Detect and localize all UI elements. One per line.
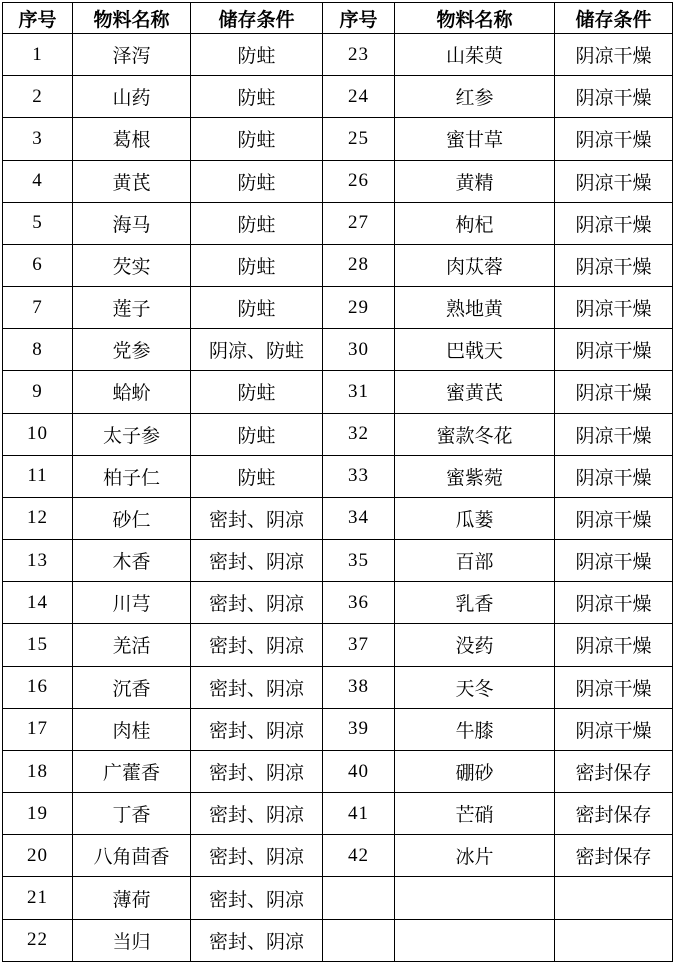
cell-storage-left: 密封、阴凉 — [191, 877, 323, 919]
table-row — [3, 287, 673, 329]
cell-storage-left: 防蛀 — [191, 413, 323, 455]
cell-storage-left: 防蛀 — [191, 160, 323, 202]
cell-seq-right: 31 — [323, 371, 395, 413]
cell-material-left: 莲子 — [73, 287, 191, 329]
table-row — [3, 244, 673, 286]
table-row — [3, 919, 673, 961]
cell-seq-right: 24 — [323, 76, 395, 118]
cell-material-right: 蜜款冬花 — [395, 413, 555, 455]
cell-storage-right: 阴凉干燥 — [555, 202, 673, 244]
cell-seq-right: 36 — [323, 582, 395, 624]
cell-material-left: 太子参 — [73, 413, 191, 455]
cell-material-right: 天冬 — [395, 666, 555, 708]
cell-material-right: 蜜黄芪 — [395, 371, 555, 413]
cell-seq-left: 6 — [3, 244, 73, 286]
cell-seq-left: 3 — [3, 118, 73, 160]
cell-material-left: 山药 — [73, 76, 191, 118]
cell-storage-left: 防蛀 — [191, 455, 323, 497]
cell-seq-left: 19 — [3, 793, 73, 835]
cell-storage-left: 密封、阴凉 — [191, 624, 323, 666]
cell-storage-right: 阴凉干燥 — [555, 582, 673, 624]
cell-storage-left: 防蛀 — [191, 202, 323, 244]
cell-material-left: 当归 — [73, 919, 191, 961]
cell-storage-right: 阴凉干燥 — [555, 244, 673, 286]
table-row — [3, 202, 673, 244]
cell-seq-left: 5 — [3, 202, 73, 244]
cell-material-left: 肉桂 — [73, 708, 191, 750]
cell-storage-right: 密封保存 — [555, 793, 673, 835]
cell-seq-left: 18 — [3, 750, 73, 792]
cell-storage-left: 密封、阴凉 — [191, 540, 323, 582]
cell-seq-left: 16 — [3, 666, 73, 708]
cell-seq-left: 2 — [3, 76, 73, 118]
cell-material-left: 薄荷 — [73, 877, 191, 919]
cell-material-right: 乳香 — [395, 582, 555, 624]
cell-seq-right: 41 — [323, 793, 395, 835]
cell-material-right: 蜜甘草 — [395, 118, 555, 160]
cell-material-left: 柏子仁 — [73, 455, 191, 497]
cell-storage-left: 防蛀 — [191, 34, 323, 76]
cell-material-right — [395, 877, 555, 919]
cell-seq-left: 7 — [3, 287, 73, 329]
cell-seq-left: 8 — [3, 329, 73, 371]
table-row — [3, 624, 673, 666]
cell-seq-right: 32 — [323, 413, 395, 455]
table-body — [3, 34, 673, 962]
cell-seq-right: 42 — [323, 835, 395, 877]
cell-material-left: 沉香 — [73, 666, 191, 708]
table-row — [3, 582, 673, 624]
header-seq-left: 序号 — [3, 3, 73, 34]
cell-storage-left: 密封、阴凉 — [191, 750, 323, 792]
cell-storage-right: 阴凉干燥 — [555, 540, 673, 582]
cell-storage-left: 密封、阴凉 — [191, 666, 323, 708]
cell-material-right: 红参 — [395, 76, 555, 118]
cell-storage-left: 密封、阴凉 — [191, 582, 323, 624]
cell-storage-left: 密封、阴凉 — [191, 919, 323, 961]
table-row — [3, 34, 673, 76]
table-row — [3, 877, 673, 919]
cell-material-left: 泽泻 — [73, 34, 191, 76]
cell-seq-right: 28 — [323, 244, 395, 286]
cell-seq-right: 27 — [323, 202, 395, 244]
cell-material-right: 芒硝 — [395, 793, 555, 835]
cell-storage-right: 阴凉干燥 — [555, 455, 673, 497]
cell-seq-right: 35 — [323, 540, 395, 582]
cell-seq-right: 37 — [323, 624, 395, 666]
cell-storage-right — [555, 877, 673, 919]
header-seq-right: 序号 — [323, 3, 395, 34]
cell-storage-right: 阴凉干燥 — [555, 160, 673, 202]
cell-seq-left: 10 — [3, 413, 73, 455]
cell-storage-left: 密封、阴凉 — [191, 708, 323, 750]
table-row — [3, 666, 673, 708]
cell-material-right: 瓜蒌 — [395, 497, 555, 539]
cell-material-left: 砂仁 — [73, 497, 191, 539]
cell-storage-right: 阴凉干燥 — [555, 371, 673, 413]
cell-material-left: 海马 — [73, 202, 191, 244]
table-row — [3, 455, 673, 497]
cell-storage-left: 防蛀 — [191, 287, 323, 329]
cell-material-right: 牛膝 — [395, 708, 555, 750]
cell-material-left: 丁香 — [73, 793, 191, 835]
header-material-left: 物料名称 — [73, 3, 191, 34]
cell-seq-right — [323, 877, 395, 919]
storage-conditions-table — [2, 2, 673, 962]
cell-seq-right — [323, 919, 395, 961]
cell-storage-left: 阴凉、防蛀 — [191, 329, 323, 371]
cell-material-left: 川芎 — [73, 582, 191, 624]
cell-material-left: 木香 — [73, 540, 191, 582]
table-row — [3, 413, 673, 455]
cell-seq-left: 20 — [3, 835, 73, 877]
cell-seq-right: 30 — [323, 329, 395, 371]
cell-material-right: 熟地黄 — [395, 287, 555, 329]
cell-storage-right: 阴凉干燥 — [555, 708, 673, 750]
cell-storage-left: 密封、阴凉 — [191, 497, 323, 539]
header-storage-right: 储存条件 — [555, 3, 673, 34]
table-row — [3, 371, 673, 413]
cell-storage-left: 防蛀 — [191, 76, 323, 118]
cell-seq-right: 33 — [323, 455, 395, 497]
cell-material-right: 巴戟天 — [395, 329, 555, 371]
cell-material-left: 芡实 — [73, 244, 191, 286]
cell-material-right: 山茱萸 — [395, 34, 555, 76]
cell-seq-right: 40 — [323, 750, 395, 792]
cell-seq-right: 26 — [323, 160, 395, 202]
cell-seq-left: 4 — [3, 160, 73, 202]
cell-storage-right: 阴凉干燥 — [555, 666, 673, 708]
cell-seq-right: 29 — [323, 287, 395, 329]
table-row — [3, 708, 673, 750]
cell-material-left: 蛤蚧 — [73, 371, 191, 413]
cell-storage-left: 防蛀 — [191, 244, 323, 286]
cell-material-left: 党参 — [73, 329, 191, 371]
cell-material-right: 没药 — [395, 624, 555, 666]
cell-storage-right: 阴凉干燥 — [555, 497, 673, 539]
cell-material-left: 黄芪 — [73, 160, 191, 202]
cell-seq-left: 13 — [3, 540, 73, 582]
header-storage-left: 储存条件 — [191, 3, 323, 34]
table-row — [3, 793, 673, 835]
cell-material-right: 冰片 — [395, 835, 555, 877]
cell-storage-left: 防蛀 — [191, 118, 323, 160]
header-row — [3, 3, 673, 34]
cell-seq-left: 21 — [3, 877, 73, 919]
cell-storage-right: 阴凉干燥 — [555, 76, 673, 118]
table-row — [3, 76, 673, 118]
cell-material-right: 肉苁蓉 — [395, 244, 555, 286]
cell-material-right: 蜜紫菀 — [395, 455, 555, 497]
cell-storage-right: 密封保存 — [555, 750, 673, 792]
table-row — [3, 750, 673, 792]
table-row — [3, 118, 673, 160]
cell-seq-right: 23 — [323, 34, 395, 76]
cell-storage-right: 阴凉干燥 — [555, 329, 673, 371]
cell-material-left: 羌活 — [73, 624, 191, 666]
cell-storage-right: 密封保存 — [555, 835, 673, 877]
cell-storage-left: 防蛀 — [191, 371, 323, 413]
cell-material-left: 葛根 — [73, 118, 191, 160]
cell-seq-left: 14 — [3, 582, 73, 624]
table-row — [3, 329, 673, 371]
cell-seq-right: 38 — [323, 666, 395, 708]
cell-seq-left: 17 — [3, 708, 73, 750]
cell-storage-right: 阴凉干燥 — [555, 413, 673, 455]
cell-seq-left: 22 — [3, 919, 73, 961]
table-row — [3, 540, 673, 582]
table-row — [3, 835, 673, 877]
cell-storage-right: 阴凉干燥 — [555, 287, 673, 329]
cell-storage-right: 阴凉干燥 — [555, 34, 673, 76]
cell-seq-left: 1 — [3, 34, 73, 76]
cell-material-right: 黄精 — [395, 160, 555, 202]
table-row — [3, 160, 673, 202]
cell-storage-right: 阴凉干燥 — [555, 118, 673, 160]
cell-material-right: 枸杞 — [395, 202, 555, 244]
cell-seq-left: 9 — [3, 371, 73, 413]
cell-seq-left: 12 — [3, 497, 73, 539]
cell-seq-right: 25 — [323, 118, 395, 160]
cell-seq-left: 15 — [3, 624, 73, 666]
cell-seq-right: 34 — [323, 497, 395, 539]
cell-material-left: 八角茴香 — [73, 835, 191, 877]
cell-material-right: 硼砂 — [395, 750, 555, 792]
cell-storage-left: 密封、阴凉 — [191, 835, 323, 877]
cell-material-right: 百部 — [395, 540, 555, 582]
cell-storage-right: 阴凉干燥 — [555, 624, 673, 666]
table-row — [3, 497, 673, 539]
cell-seq-right: 39 — [323, 708, 395, 750]
header-material-right: 物料名称 — [395, 3, 555, 34]
cell-storage-right — [555, 919, 673, 961]
cell-material-left: 广藿香 — [73, 750, 191, 792]
cell-seq-left: 11 — [3, 455, 73, 497]
cell-storage-left: 密封、阴凉 — [191, 793, 323, 835]
cell-material-right — [395, 919, 555, 961]
